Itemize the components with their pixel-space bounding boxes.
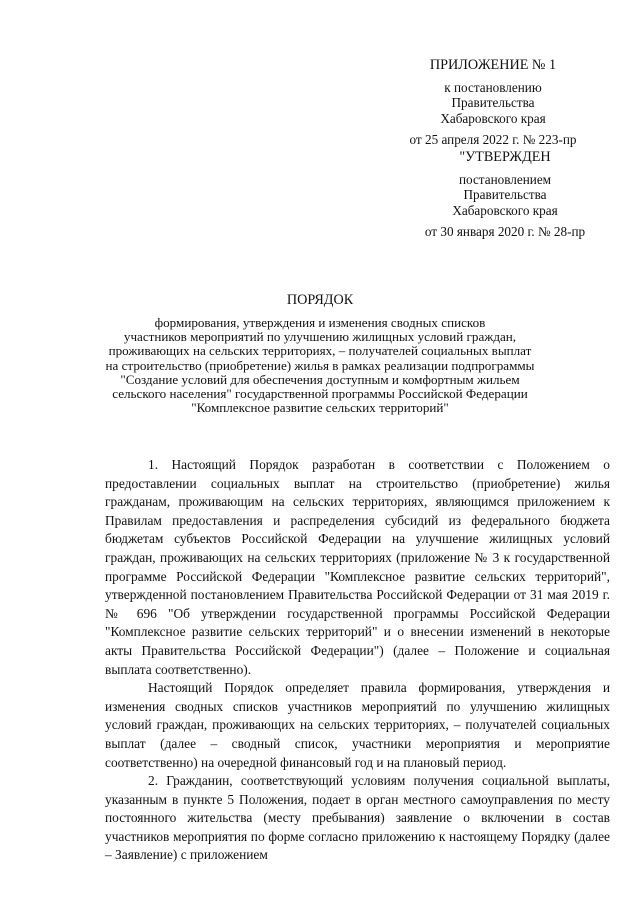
document-subtitle: [95, 316, 545, 415]
annex-header: [388, 58, 598, 148]
paragraph-3: 2. Гражданин, соответствующий условиям получения социальной выплаты, указанным в пункте 5 Положения, подает в орган местного самоуправления по месту постоянного жительства (месту пребывания) заявление о включении в состав участников мероприятия по форме согласно приложению к настоящему Порядку (далее – Заявление) с приложением: [105, 773, 610, 863]
approval-title: "УТВЕРЖДЕН: [459, 149, 551, 165]
subtitle-line: участников мероприятий по улучшению жилищных условий граждан,: [123, 329, 517, 345]
subtitle-line: на строительство (приобретение) жилья в рамках реализации подпрограммы: [105, 357, 535, 373]
annex-line: Хабаровского края: [440, 110, 546, 126]
subtitle-line: проживающих на сельских территориях, – получателей социальных выплат: [108, 343, 532, 359]
subtitle-line: "Создание условий для обеспечения доступным и комфортным жильем: [120, 371, 520, 387]
subtitle-line: сельского населения" государственной программы Российской Федерации: [112, 386, 528, 402]
annex-line: к постановлению: [444, 79, 542, 95]
approval-stamp: [400, 150, 610, 240]
subtitle-line: формирования, утверждения и изменения сводных списков: [154, 315, 486, 330]
annex-title: ПРИЛОЖЕНИЕ № 1: [429, 57, 557, 73]
approval-line: Правительства: [463, 187, 547, 202]
document-body: [105, 456, 610, 865]
approval-line: Хабаровского края: [452, 202, 558, 218]
paragraph-2: Настоящий Порядок определяет правила формирования, утверждения и изменения сводных списков участников мероприятий по улучшению жилищных условий граждан, проживающих на сельских территориях, – получателей социальных выплат (далее – сводный список, участники мероприятия и мероприятие соответственно) на очередной финансовый год и на плановый период.: [105, 680, 610, 770]
approval-line: постановлением: [458, 171, 552, 187]
subtitle-line: "Комплексное развитие сельских территорий": [191, 400, 449, 416]
document-title: ПОРЯДОК: [286, 292, 354, 308]
annex-line: Правительства: [451, 95, 535, 110]
annex-date: от 25 апреля 2022 г. № 223-пр: [409, 132, 577, 147]
approval-date: от 30 января 2020 г. № 28-пр: [424, 224, 586, 239]
paragraph-1: 1. Настоящий Порядок разработан в соответствии с Положением о предоставлении социальных выплат на строительство (приобретение) жилья гражданам, проживающим на сельских территориях, являющимся приложением к Правилам предоставления и распределения субсидий из федерального бюджета бюджетам субъектов Российской Федерации на улучшение жилищных условий граждан, проживающих на сельских территориях (приложение № 3 к государственной программе Российской Федерации "Комплексное развитие сельских территорий", утвержденной постановлением Правительства Российской Федерации от 31 мая 2019 г. № 696 "Об утверждении государственной программы Российской Федерации "Комплексное развитие сельских территорий" и о внесении изменений в некоторые акты Правительства Российской Федерации") (далее – Положение и социальная выплата соответственно).: [105, 457, 610, 677]
